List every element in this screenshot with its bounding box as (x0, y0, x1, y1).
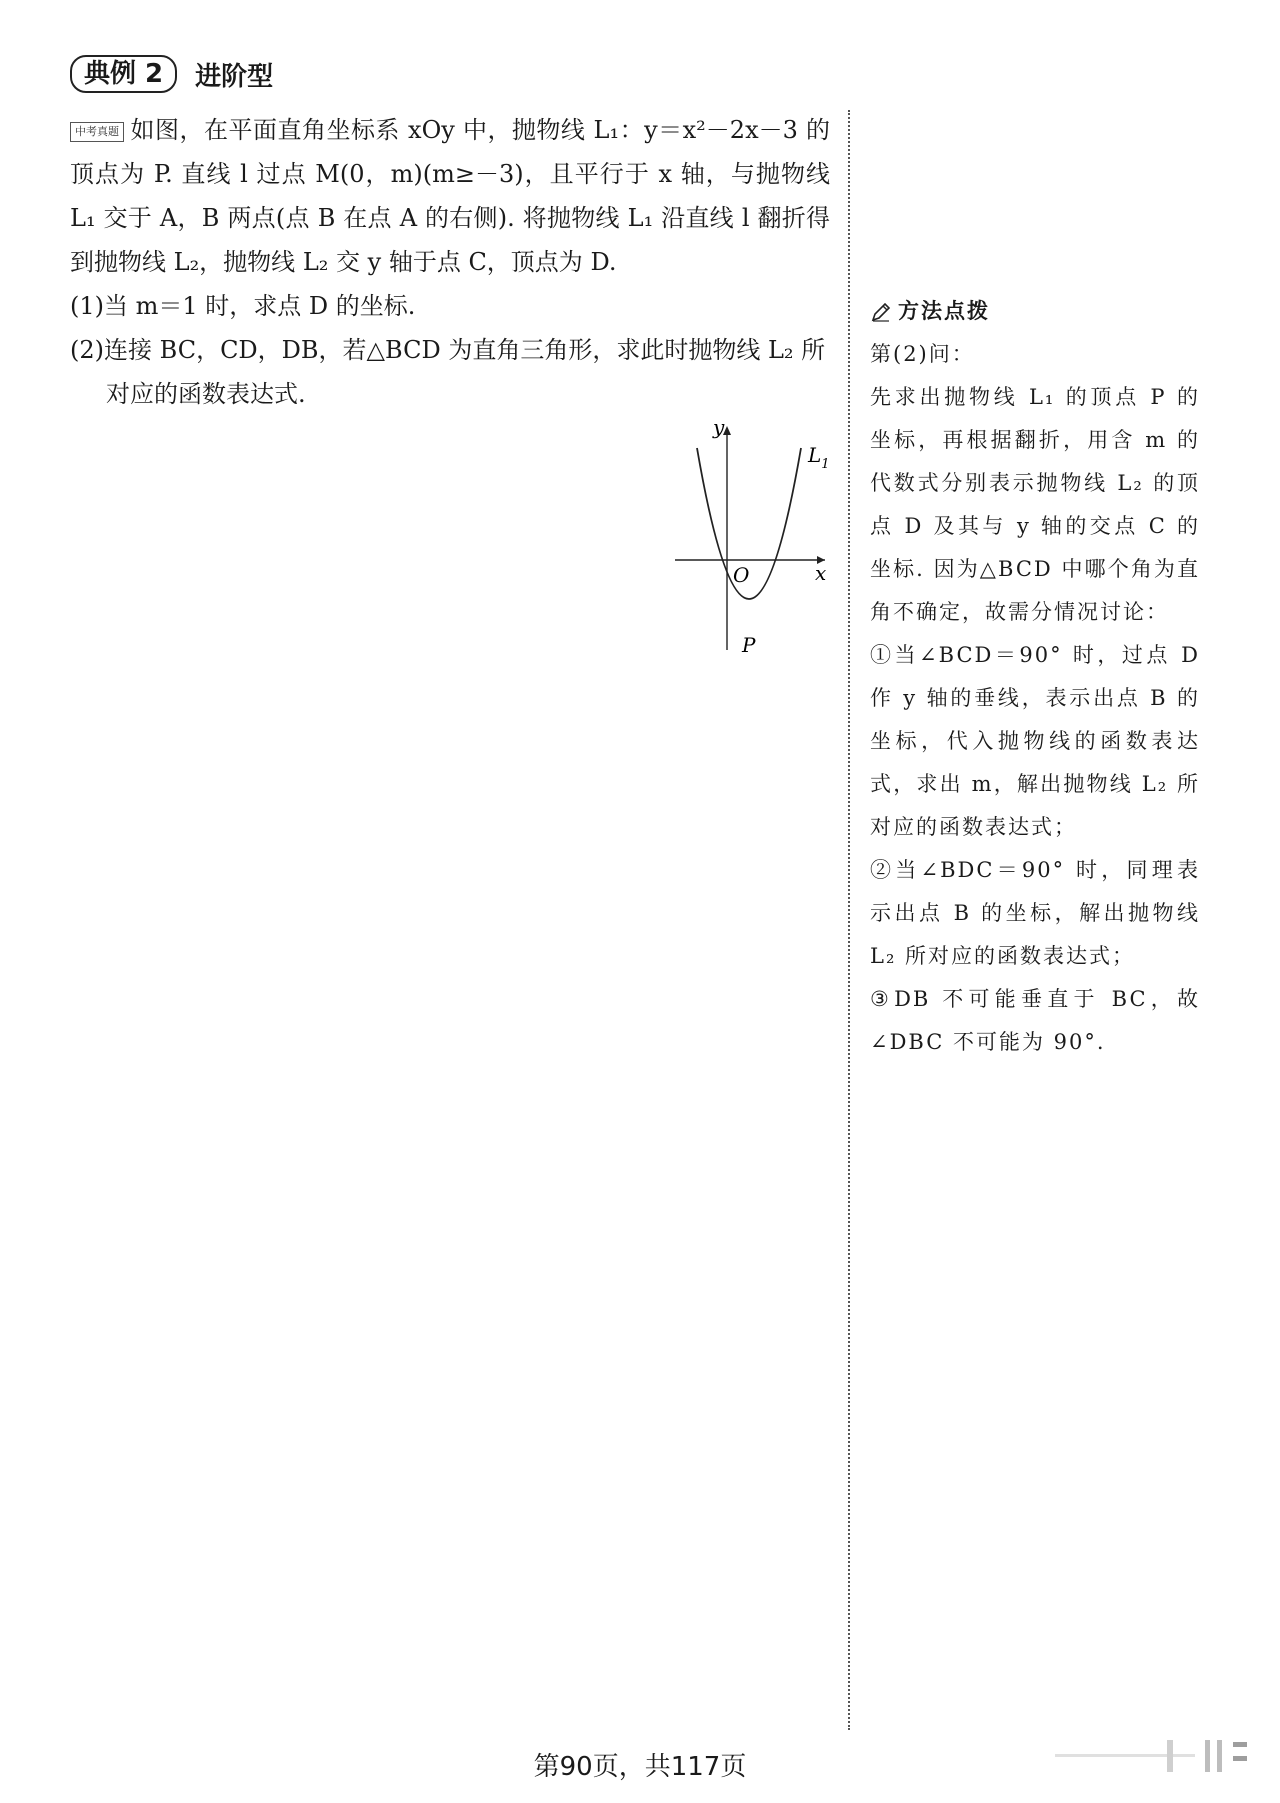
method-tips-header (870, 290, 1200, 333)
example-badge: 典例 2 (70, 55, 177, 93)
curve-label (807, 443, 830, 472)
curve-label-sub: 1 (821, 457, 830, 472)
curve-label-main: L (808, 443, 822, 467)
problem-block (70, 108, 830, 416)
tip-case-1: ①当∠BCD＝90° 时，过点 D 作 y 轴的垂线，表示出点 B 的坐标，代入抛物线的函数表达式，求出 m，解出抛物线 L₂ 所对应的函数表达式； (870, 643, 1200, 839)
problem-intro-text: 如图，在平面直角坐标系 xOy 中，抛物线 L₁：y＝x²－2x－3 的顶点为 P. 直线 l 过点 M(0，m)(m≥－3)，且平行于 x 轴，与抛物线 L₁ 交于 A，B 两点(点 B 在点 A 的右侧). 将抛物线 L₁ 沿直线 l 翻折得到抛物线 L₂，抛物线 L₂ 交 y 轴于点 C，顶点为 D. (70, 116, 830, 276)
source-tag: 中考真题 (70, 122, 124, 142)
vertex-label: P (742, 633, 756, 657)
question-2: (2)连接 BC，CD，DB，若△BCD 为直角三角形，求此时抛物线 L₂ 所对应的函数表达式. (70, 336, 826, 408)
origin-label: O (733, 563, 750, 587)
tip-case-3: ③DB 不可能垂直于 BC，故∠DBC 不可能为 90°. (870, 987, 1200, 1054)
method-tips-title: 方法点拨 (898, 299, 990, 323)
method-tips-panel (870, 290, 1200, 1064)
problem-intro (70, 108, 830, 284)
tip-paragraph: 第(2)问： (870, 342, 975, 366)
parabola-figure (665, 420, 845, 660)
column-divider (848, 110, 850, 1730)
question-1: (1)当 m＝1 时，求点 D 的坐标. (70, 292, 416, 320)
tip-paragraph: 先求出抛物线 L₁ 的顶点 P 的坐标，再根据翻折，用含 m 的代数式分别表示抛物线 L₂ 的顶点 D 及其与 y 轴的交点 C 的坐标. 因为△BCD 中哪个角为直角不确定，故需分情况讨论： (870, 385, 1200, 624)
y-axis-label: y (713, 420, 725, 439)
scan-artifact (1055, 1736, 1255, 1776)
tip-case-2: ②当∠BDC＝90° 时，同理表示出点 B 的坐标，解出抛物线 L₂ 所对应的函数表达式； (870, 858, 1200, 968)
pencil-icon (870, 301, 892, 323)
x-axis-label: x (815, 561, 827, 585)
page-number: 第90页，共117页 (533, 1752, 747, 1782)
example-type-title: 进阶型 (195, 61, 274, 92)
example-header (70, 55, 273, 93)
